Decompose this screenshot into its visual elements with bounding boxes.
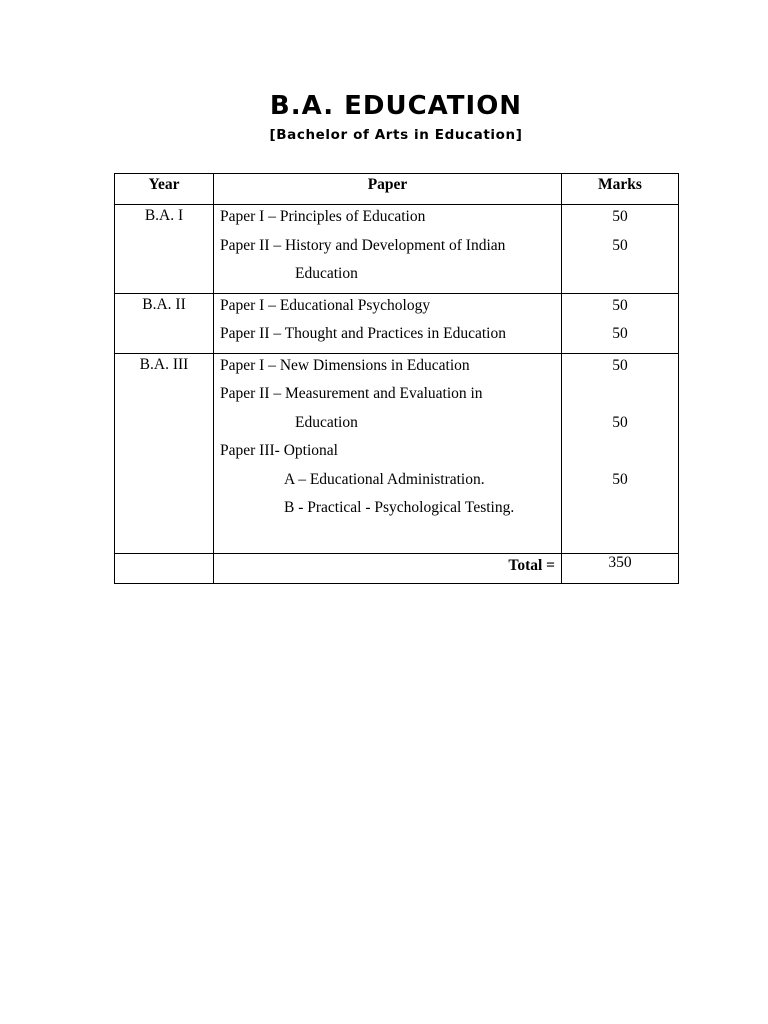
syllabus-table bbox=[114, 173, 679, 584]
header-paper: Paper bbox=[214, 174, 562, 205]
paper-line: Paper I – New Dimensions in Education bbox=[220, 356, 470, 374]
marks-value: 50 bbox=[612, 236, 628, 254]
table-row bbox=[115, 353, 679, 553]
paper-line: Paper II – Thought and Practices in Education bbox=[220, 325, 506, 342]
marks-cell bbox=[562, 293, 679, 353]
year-cell: B.A. I bbox=[115, 205, 214, 294]
paper-line: Education bbox=[295, 413, 358, 431]
paper-line: Paper III- Optional bbox=[220, 442, 338, 459]
document-title: B.A. EDUCATION bbox=[269, 91, 523, 121]
year-cell: B.A. II bbox=[115, 293, 214, 353]
paper-line: B - Practical - Psychological Testing. bbox=[284, 499, 515, 516]
paper-line: A – Educational Administration. bbox=[284, 470, 485, 488]
marks-cell bbox=[562, 205, 679, 294]
total-label: Total = bbox=[214, 553, 562, 583]
paper-line: Paper II – History and Development of Indian bbox=[220, 236, 506, 254]
table-header-row bbox=[115, 174, 679, 205]
total-value: 350 bbox=[562, 553, 679, 583]
paper-cell bbox=[214, 353, 562, 553]
paper-cell bbox=[214, 205, 562, 294]
marks-value bbox=[562, 441, 678, 470]
paper-line: Paper II – Measurement and Evaluation in bbox=[220, 385, 483, 402]
marks-value: 50 bbox=[612, 470, 628, 488]
marks-value: 50 bbox=[612, 296, 628, 314]
header-marks: Marks bbox=[562, 174, 679, 205]
document-subtitle: [Bachelor of Arts in Education] bbox=[269, 127, 523, 143]
marks-value: 50 bbox=[612, 356, 628, 374]
year-cell: B.A. III bbox=[115, 353, 214, 553]
marks-value: 50 bbox=[612, 325, 628, 342]
marks-value bbox=[562, 384, 678, 413]
table-row bbox=[115, 293, 679, 353]
total-empty-cell bbox=[115, 553, 214, 583]
marks-cell bbox=[562, 353, 679, 553]
marks-value: 50 bbox=[612, 208, 628, 225]
paper-line: Paper I – Principles of Education bbox=[220, 208, 426, 225]
table-row bbox=[115, 205, 679, 294]
marks-value: 50 bbox=[612, 413, 628, 431]
paper-cell bbox=[214, 293, 562, 353]
paper-line: Paper I – Educational Psychology bbox=[220, 296, 431, 314]
total-row bbox=[115, 553, 679, 583]
header-year: Year bbox=[115, 174, 214, 205]
paper-line: Education bbox=[295, 265, 358, 282]
